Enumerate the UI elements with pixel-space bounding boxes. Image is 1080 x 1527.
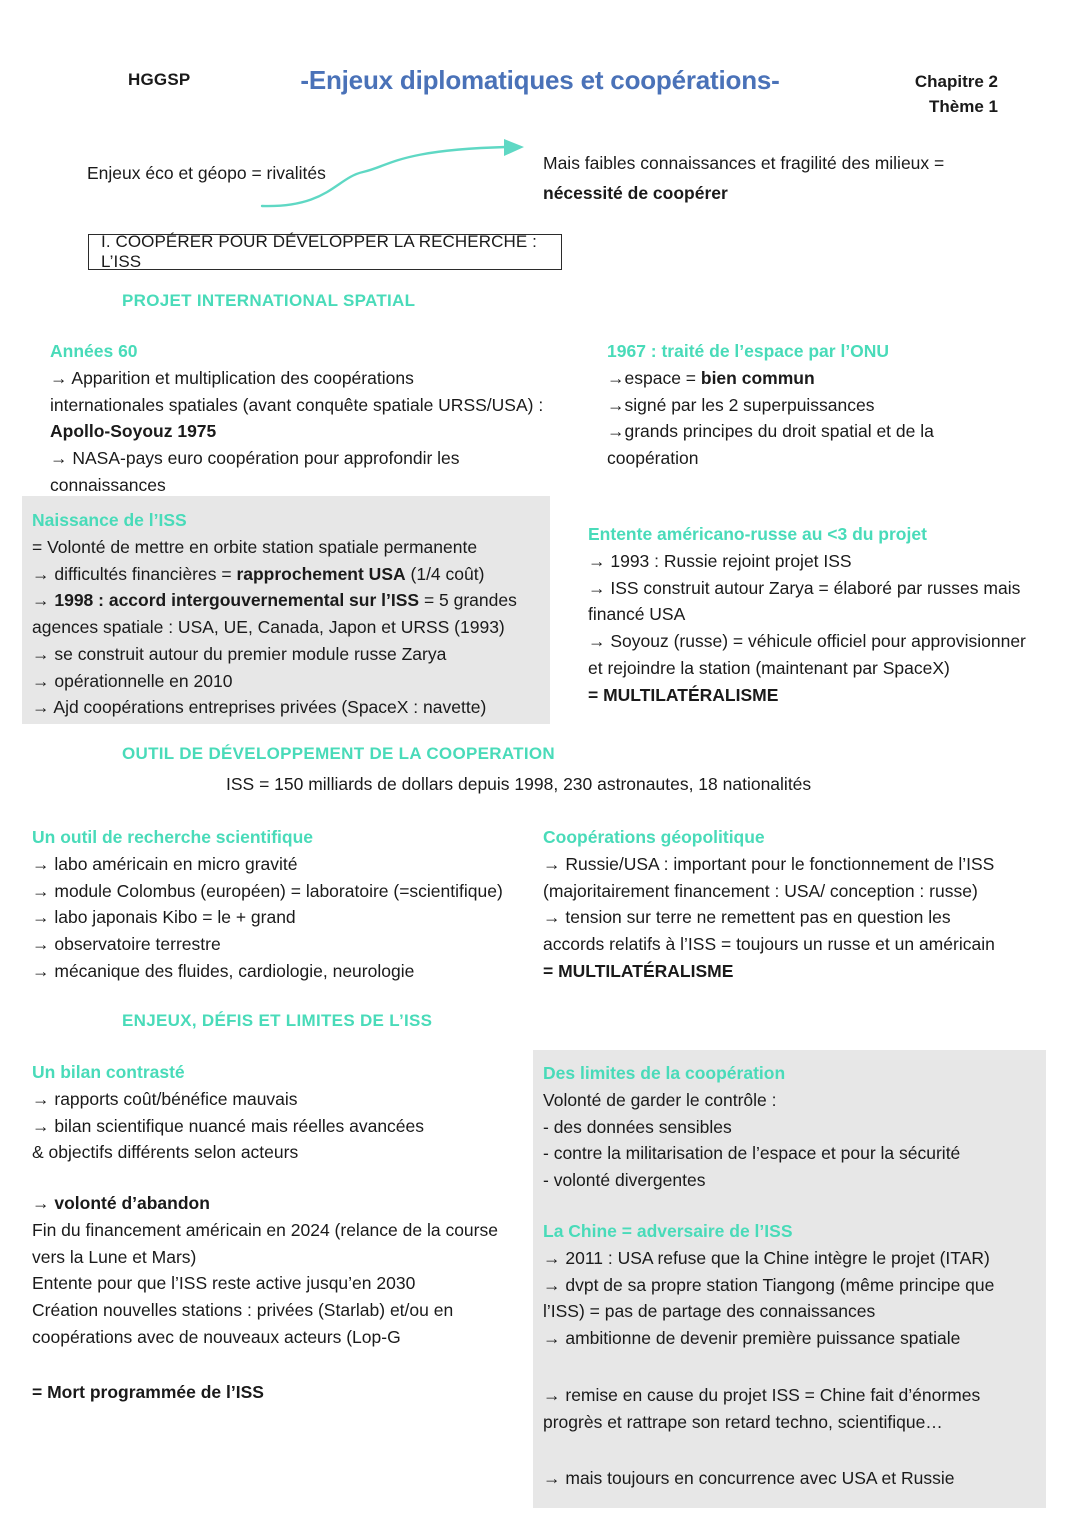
section-heading-projet: PROJET INTERNATIONAL SPATIAL xyxy=(122,291,416,310)
subhead-naissance-iss: Naissance de l’ISS xyxy=(32,510,187,530)
coopgeo-line1: → Russie/USA : important pour le fonctionnement de l’ISS xyxy=(543,853,995,874)
limites-line3: - contre la militarisation de l’espace et pour la sécurité xyxy=(543,1143,961,1164)
traite-line1-bold: bien commun xyxy=(700,367,815,388)
subhead-limites-cooperation: Des limites de la coopération xyxy=(543,1063,786,1083)
outil-line1: → labo américain en micro gravité xyxy=(32,853,298,874)
coopgeo-line2: (majoritairement financement : USA/ conception : russe) xyxy=(543,880,978,901)
curved-arrow-right-icon xyxy=(258,138,543,218)
entente-line6: = MULTILATÉRALISME xyxy=(588,684,779,705)
coopgeo-line3: → tension sur terre ne remettent pas en question les xyxy=(543,907,951,928)
course-code: HGGSP xyxy=(128,70,191,89)
abandon-line2: Fin du financement américain en 2024 (relance de la course xyxy=(32,1219,498,1240)
naissance-line2-pre: → difficultés financières = xyxy=(32,563,237,584)
block-outil-recherche xyxy=(32,824,552,985)
block-annees-60 xyxy=(50,338,570,499)
subhead-annees-60: Années 60 xyxy=(50,341,138,361)
naissance-line6: → opérationnelle en 2010 xyxy=(32,670,233,691)
traite-line2: →signé par les 2 superpuissances xyxy=(607,394,875,415)
naissance-line4: agences spatiale : USA, UE, Canada, Japon et URSS (1993) xyxy=(32,617,505,638)
naissance-line1: = Volonté de mettre en orbite station spatiale permanente xyxy=(32,536,478,557)
coopgeo-line5: = MULTILATÉRALISME xyxy=(543,960,734,981)
bilan-line3: & objectifs différents selon acteurs xyxy=(32,1142,299,1163)
chine-line2: → dvpt de sa propre station Tiangong (même principe que xyxy=(543,1274,995,1295)
block-traite-1967 xyxy=(607,338,1037,472)
chine-line6: progrès et rattrape son retard techno, scientifique… xyxy=(543,1411,943,1432)
naissance-line7: → Ajd coopérations entreprises privées (SpaceX : navette) xyxy=(32,697,487,718)
subhead-traite-1967: 1967 : traité de l’espace par l’ONU xyxy=(607,341,890,361)
annees60-line2: internationales spatiales (avant conquête spatiale URSS/USA) : xyxy=(50,394,544,415)
block-limites-cooperation xyxy=(543,1060,1038,1194)
outil-line5: → mécanique des fluides, cardiologie, neurologie xyxy=(32,960,415,981)
naissance-line2-bold: rapprochement USA xyxy=(236,563,406,584)
annees60-line3: Apollo-Soyouz 1975 xyxy=(50,421,217,442)
block-naissance-iss xyxy=(32,507,547,721)
intro-right-text xyxy=(543,148,1013,208)
entente-line3: financé USA xyxy=(588,604,686,625)
part-title-text: I. COOPÉRER POUR DÉVELOPPER LA RECHERCHE : L’ISS xyxy=(101,232,537,271)
theme-label: Thème 1 xyxy=(929,96,998,116)
abandon-line7: = Mort programmée de l’ISS xyxy=(32,1381,264,1402)
intro-left-line2: = rivalités xyxy=(251,163,326,183)
traite-line1-pre: →espace = xyxy=(607,367,701,388)
abandon-line5: Création nouvelles stations : privées (Starlab) et/ou en xyxy=(32,1300,454,1321)
abandon-line1: → volonté d’abandon xyxy=(32,1193,210,1213)
naissance-line3-bold: → 1998 : accord intergouvernemental sur l’ISS xyxy=(32,590,420,611)
subhead-bilan-contraste: Un bilan contrasté xyxy=(32,1062,185,1082)
naissance-line2-post: (1/4 coût) xyxy=(405,563,485,584)
chine-line1: → 2011 : USA refuse que la Chine intègre le projet (ITAR) xyxy=(543,1247,990,1268)
intro-left-line1: Enjeux éco et géopo xyxy=(87,163,247,183)
subhead-entente: Entente américano-russe au <3 du projet xyxy=(588,524,927,544)
outil-line3: → labo japonais Kibo = le + grand xyxy=(32,907,296,928)
abandon-line4: Entente pour que l’ISS reste active jusqu’en 2030 xyxy=(32,1273,416,1294)
chine-spacer-2 xyxy=(543,1435,1043,1465)
part-title-box xyxy=(88,234,562,270)
outil-line2: → module Colombus (européen) = laboratoire (=scientifique) xyxy=(32,880,503,901)
chine-line3: l’ISS) = pas de partage des connaissances xyxy=(543,1301,876,1322)
chine-line5: → remise en cause du projet ISS = Chine fait d’énormes xyxy=(543,1384,981,1405)
entente-line1: → 1993 : Russie rejoint projet ISS xyxy=(588,550,852,571)
block-volonte-abandon xyxy=(32,1190,537,1405)
intro-right-line1: Mais faibles connaissances et fragilité des milieux = xyxy=(543,153,945,173)
iss-stat-line: ISS = 150 milliards de dollars depuis 1998, 230 astronautes, 18 nationalités xyxy=(226,774,812,794)
block-cooperations-geopolitique xyxy=(543,824,1053,985)
abandon-line6: coopérations avec de nouveaux acteurs (Lop-G xyxy=(32,1326,401,1347)
chapter-info xyxy=(915,70,998,119)
limites-line1: Volonté de garder le contrôle : xyxy=(543,1089,777,1110)
bilan-line2: → bilan scientifique nuancé mais réelles avancées xyxy=(32,1115,425,1136)
limites-line4: - volonté divergentes xyxy=(543,1170,706,1191)
chine-spacer-1 xyxy=(543,1352,1043,1382)
block-entente-americano-russe xyxy=(588,521,1058,708)
chine-line4: → ambitionne de devenir première puissance spatiale xyxy=(543,1328,961,1349)
subhead-outil-recherche: Un outil de recherche scientifique xyxy=(32,827,314,847)
chine-line7: → mais toujours en concurrence avec USA et Russie xyxy=(543,1468,955,1489)
coopgeo-line4: accords relatifs à l’ISS = toujours un russe et un américain xyxy=(543,934,995,955)
intro-right-line2: nécessité de coopérer xyxy=(543,183,728,204)
subhead-cooperations-geo: Coopérations géopolitique xyxy=(543,827,765,847)
bilan-line1: → rapports coût/bénéfice mauvais xyxy=(32,1088,298,1109)
traite-line3: →grands principes du droit spatial et de la xyxy=(607,421,934,442)
entente-line2: → ISS construit autour Zarya = élaboré par russes mais xyxy=(588,577,1021,598)
subhead-chine-adversaire: La Chine = adversaire de l’ISS xyxy=(543,1221,793,1241)
abandon-line3: vers la Lune et Mars) xyxy=(32,1246,197,1267)
naissance-line3-post: = 5 grandes xyxy=(419,590,517,611)
block-chine-adversaire xyxy=(543,1218,1043,1492)
block-bilan-contraste xyxy=(32,1059,532,1166)
chapter-label: Chapitre 2 xyxy=(914,72,998,91)
outil-line4: → observatoire terrestre xyxy=(32,934,221,955)
traite-line4: coopération xyxy=(607,448,699,469)
naissance-line5: → se construit autour du premier module russe Zarya xyxy=(32,643,447,664)
entente-line5: et rejoindre la station (maintenant par SpaceX) xyxy=(588,657,950,678)
annees60-line1: → Apparition et multiplication des coopérations xyxy=(50,367,414,388)
section-heading-enjeux: ENJEUX, DÉFIS ET LIMITES DE L’ISS xyxy=(122,1011,433,1030)
abandon-spacer xyxy=(32,1351,537,1379)
entente-line4: → Soyouz (russe) = véhicule officiel pour approvisionner xyxy=(588,631,1026,652)
section-heading-outil: OUTIL DE DÉVELOPPEMENT DE LA COOPERATION xyxy=(122,744,555,763)
annees60-line4: → NASA-pays euro coopération pour approfondir les xyxy=(50,448,460,469)
page-title: -Enjeux diplomatiques et coopérations- xyxy=(300,65,780,95)
annees60-line5: connaissances xyxy=(50,474,166,495)
limites-line2: - des données sensibles xyxy=(543,1116,732,1137)
